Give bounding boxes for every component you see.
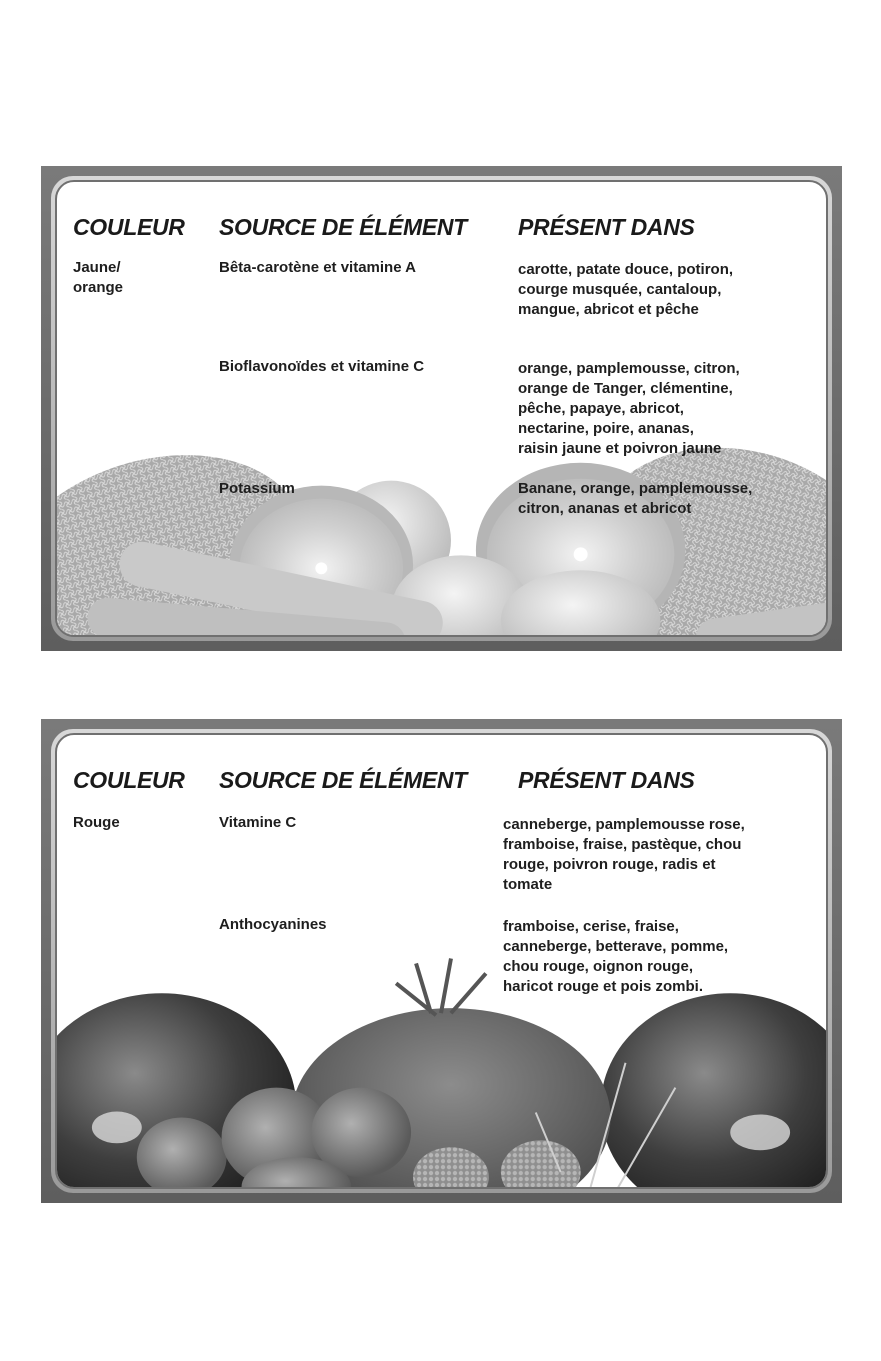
source-cell: Potassium: [219, 480, 295, 497]
header-couleur: COULEUR: [73, 214, 185, 240]
present-cell: Banane, orange, pamplemousse, citron, ananas et abricot: [518, 480, 753, 517]
panel-content: [55, 180, 828, 637]
nutrition-panel-red: [41, 719, 842, 1203]
panel-frame: [51, 729, 832, 1193]
nutrition-panel-yellow-orange: [41, 166, 842, 651]
source-cell: Bioflavonoïdes et vitamine C: [219, 358, 425, 375]
color-label: Jaune/ orange: [73, 259, 124, 296]
source-cell: Bêta-carotène et vitamine A: [219, 259, 417, 276]
header-present: PRÉSENT DANS: [518, 767, 695, 793]
header-source: SOURCE DE ÉLÉMENT: [219, 214, 467, 240]
header-source: SOURCE DE ÉLÉMENT: [219, 767, 467, 793]
panel-frame: [51, 176, 832, 641]
source-cell: Vitamine C: [219, 814, 297, 831]
present-cell: framboise, cerise, fraise, canneberge, betterave, pomme, chou rouge, oignon rouge, haricot rouge et pois zombi.: [503, 918, 729, 995]
present-cell: carotte, patate douce, potiron, courge musquée, cantaloup, mangue, abricot et pêche: [518, 261, 734, 318]
present-cell: canneberge, pamplemousse rose, framboise, fraise, pastèque, chou rouge, poivron rouge, radis et tomate: [503, 816, 745, 893]
header-present: PRÉSENT DANS: [518, 214, 695, 240]
source-cell: Anthocyanines: [219, 916, 327, 933]
color-label: Rouge: [73, 814, 120, 831]
present-cell: orange, pamplemousse, citron, orange de Tanger, clémentine, pêche, papaye, abricot, nectarine, poire, ananas, raisin jaune et poivron jaune: [518, 360, 740, 457]
header-couleur: COULEUR: [73, 767, 185, 793]
panel-content: [55, 733, 828, 1189]
